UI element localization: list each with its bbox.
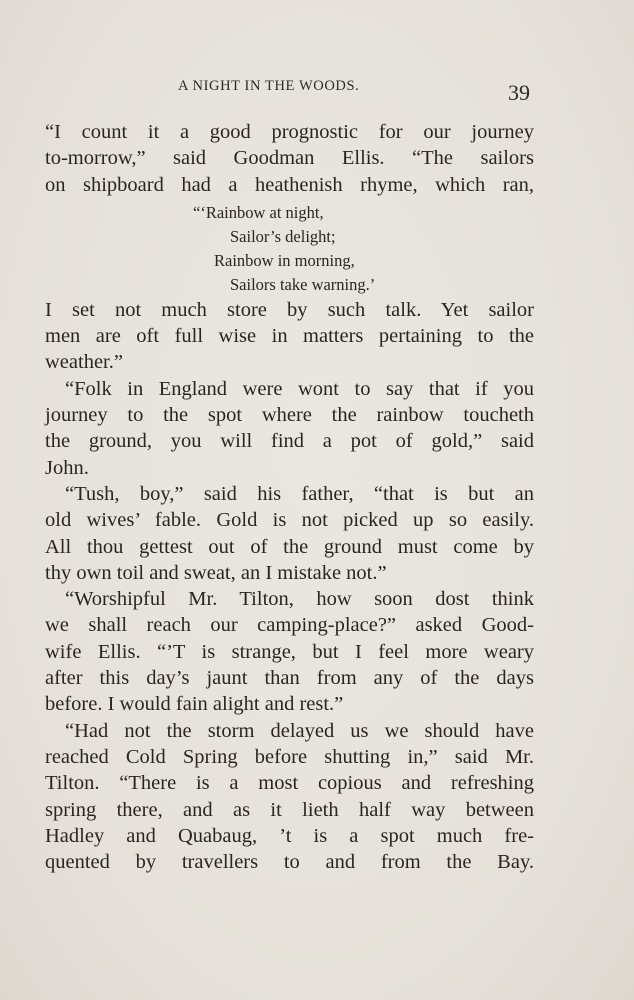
text-line: “Tush, boy,” said his father, “that is but an bbox=[65, 482, 534, 505]
text-line: spring there, and as it lieth half way between bbox=[45, 798, 534, 821]
verse-block bbox=[45, 200, 534, 297]
body-text bbox=[45, 119, 534, 875]
verse-line: Sailors take warning.’ bbox=[230, 274, 376, 294]
text-line: men are oft full wise in matters pertaining to the bbox=[45, 325, 534, 348]
text-line: weather.” bbox=[45, 351, 123, 374]
text-line: quented by travellers to and from the Bay. bbox=[45, 851, 534, 874]
text-line: “I count it a good prognostic for our journey bbox=[45, 121, 534, 143]
text-line: before. I would fain alight and rest.” bbox=[45, 693, 344, 716]
text-line: journey to the spot where the rainbow toucheth bbox=[45, 404, 534, 427]
text-line: John. bbox=[45, 456, 89, 479]
text-line: after this day’s jaunt than from any of the days bbox=[45, 667, 534, 690]
text-line: “Folk in England were wont to say that if you bbox=[65, 377, 534, 400]
running-head: A NIGHT IN THE WOODS. bbox=[178, 78, 360, 94]
text-line: on shipboard had a heathenish rhyme, which ran, bbox=[45, 173, 534, 196]
text-line: Tilton. “There is a most copious and refreshing bbox=[45, 772, 534, 795]
verse-line: Rainbow in morning, bbox=[214, 250, 355, 270]
text-line: to-morrow,” said Goodman Ellis. “The sailors bbox=[45, 147, 534, 170]
text-line: All thou gettest out of the ground must come by bbox=[45, 535, 534, 558]
text-line: I set not much store by such talk. Yet sailor bbox=[45, 298, 534, 321]
text-line: “Worshipful Mr. Tilton, how soon dost think bbox=[65, 588, 534, 611]
text-line: we shall reach our camping-place?” asked Good- bbox=[45, 614, 534, 637]
page-number: 39 bbox=[508, 80, 530, 105]
text-line: reached Cold Spring before shutting in,” said Mr. bbox=[45, 745, 534, 768]
verse-line: Sailor’s delight; bbox=[230, 226, 336, 246]
text-line: old wives’ fable. Gold is not picked up so easily. bbox=[45, 509, 534, 532]
verse-line: “‘Rainbow at night, bbox=[193, 202, 324, 222]
text-line: the ground, you will find a pot of gold,” said bbox=[45, 430, 534, 453]
text-line: Hadley and Quabaug, ’t is a spot much fre- bbox=[45, 824, 534, 847]
text-line: “Had not the storm delayed us we should have bbox=[65, 719, 534, 742]
text-line: thy own toil and sweat, an I mistake not.” bbox=[45, 561, 387, 584]
text-line: wife Ellis. “’T is strange, but I feel more weary bbox=[45, 640, 534, 663]
